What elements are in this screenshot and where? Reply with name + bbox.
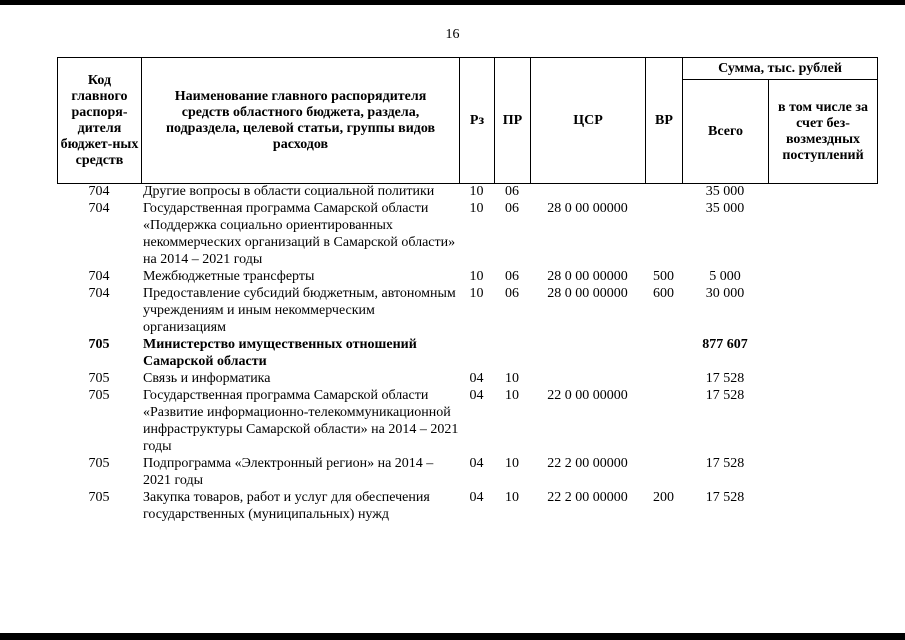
cell-kod: 704 [88, 269, 110, 284]
cell-csr: 22 2 00 00000 [547, 456, 628, 471]
table-row [57, 268, 877, 285]
cell-kod: 704 [88, 201, 110, 216]
page-number: 16 [445, 27, 460, 42]
cell-name: Государственная программа Самарской области «Поддержка социально ориентированных некоммерческих организаций в Самарской области» на 2014 – 2021 годы [143, 201, 456, 267]
cell-total: 30 000 [705, 286, 745, 301]
top-border-bar [0, 0, 905, 5]
cell-name: Связь и информатика [143, 371, 271, 386]
cell-pr: 10 [505, 388, 519, 403]
cell-csr: 28 0 00 00000 [547, 201, 628, 216]
cell-vr: 200 [653, 490, 674, 505]
cell-rz: 10 [469, 286, 484, 301]
cell-total: 877 607 [702, 337, 748, 352]
cell-pr: 10 [505, 456, 519, 471]
header-kod: Код главного распоря-дителя бюджет-ных средств [58, 58, 142, 184]
cell-rz: 04 [469, 371, 484, 386]
cell-total: 35 000 [705, 184, 745, 199]
cell-name: Министерство имущественных отношений Самарской области [143, 337, 417, 369]
cell-pr: 06 [505, 286, 519, 301]
header-vr: ВР [646, 58, 683, 184]
header-rz: Рз [460, 58, 495, 184]
cell-rz: 04 [469, 490, 484, 505]
cell-pr: 06 [505, 269, 519, 284]
table-row [57, 336, 877, 370]
table-row [57, 285, 877, 336]
cell-vr: 600 [653, 286, 674, 301]
cell-pr: 10 [505, 371, 519, 386]
cell-name: Предоставление субсидий бюджетным, автономным учреждениям и иным некоммерческим организациям [143, 286, 456, 335]
table-row [57, 200, 877, 268]
cell-total: 5 000 [709, 269, 741, 284]
cell-rz: 04 [469, 388, 484, 403]
cell-kod: 705 [88, 371, 110, 386]
cell-kod: 705 [88, 337, 110, 352]
cell-kod: 705 [88, 388, 110, 403]
table-row [57, 489, 877, 523]
table-row [57, 370, 877, 387]
header-total: Всего [683, 80, 769, 184]
cell-pr: 10 [505, 490, 519, 505]
header-csr: ЦСР [531, 58, 646, 184]
cell-total: 35 000 [705, 201, 745, 216]
bottom-border-bar [0, 633, 905, 640]
cell-csr: 28 0 00 00000 [547, 269, 628, 284]
cell-kod: 705 [88, 456, 110, 471]
cell-pr: 06 [505, 201, 519, 216]
cell-vr: 500 [653, 269, 674, 284]
header-free: в том числе за счет без-возмездных поступлений [769, 80, 878, 184]
cell-total: 17 528 [705, 490, 745, 505]
cell-total: 17 528 [705, 388, 745, 403]
cell-total: 17 528 [705, 456, 745, 471]
table-row [57, 387, 877, 455]
table-header [57, 57, 878, 184]
cell-kod: 704 [88, 184, 110, 199]
cell-rz: 04 [469, 456, 484, 471]
table-row [57, 455, 877, 489]
cell-csr: 28 0 00 00000 [547, 286, 628, 301]
header-pr: ПР [495, 58, 531, 184]
cell-name: Межбюджетные трансферты [143, 269, 315, 284]
cell-total: 17 528 [705, 371, 745, 386]
cell-rz: 10 [469, 269, 484, 284]
cell-name: Подпрограмма «Электронный регион» на 2014 – 2021 годы [143, 456, 434, 488]
table-row [57, 183, 877, 200]
cell-pr: 06 [505, 184, 519, 199]
cell-name: Государственная программа Самарской области «Развитие информационно-телекоммуникационной инфраструктуры Самарской области» на 2014 – 2021 годы [143, 388, 459, 454]
cell-csr: 22 0 00 00000 [547, 388, 628, 403]
cell-kod: 704 [88, 286, 110, 301]
table-body [57, 183, 877, 523]
header-name: Наименование главного распорядителя средств областного бюджета, раздела, подраздела, целевой статьи, группы видов расходов [142, 58, 460, 184]
header-sum-title: Сумма, тыс. рублей [683, 58, 878, 80]
cell-rz: 10 [469, 201, 484, 216]
cell-csr: 22 2 00 00000 [547, 490, 628, 505]
cell-name: Другие вопросы в области социальной политики [143, 184, 435, 199]
cell-kod: 705 [88, 490, 110, 505]
cell-rz: 10 [469, 184, 484, 199]
cell-name: Закупка товаров, работ и услуг для обеспечения государственных (муниципальных) нужд [143, 490, 430, 522]
